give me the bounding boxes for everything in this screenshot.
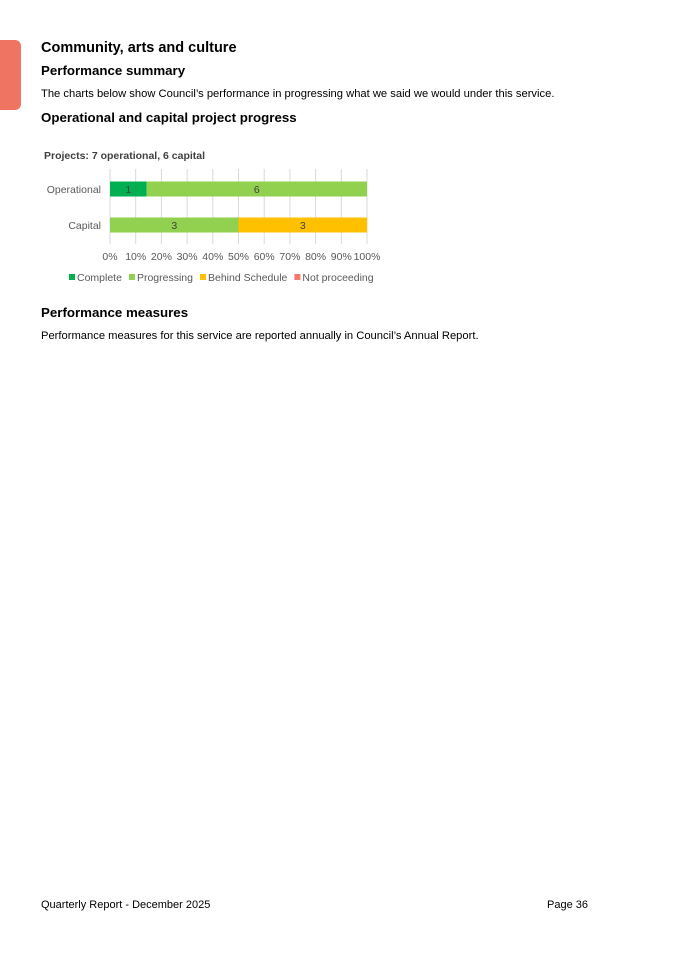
section-side-tab — [0, 40, 21, 110]
legend-label: Behind Schedule — [207, 272, 288, 284]
x-tick-label: 10% — [125, 251, 147, 263]
footer-page-number: Page 36 — [547, 899, 588, 911]
legend-label: Complete — [77, 272, 122, 284]
x-tick-label: 40% — [202, 251, 224, 263]
measures-text: Performance measures for this service are reported annually in Council’s Annual Report. — [41, 330, 479, 342]
project-progress-chart — [36, 140, 416, 292]
x-tick-label: 100% — [353, 251, 381, 263]
data-label: 3 — [171, 220, 178, 232]
summary-heading: Performance summary — [41, 63, 186, 78]
legend-swatch — [294, 274, 300, 280]
progress-heading: Operational and capital project progress — [41, 110, 297, 125]
data-label: 1 — [125, 184, 132, 196]
x-tick-label: 50% — [227, 251, 250, 263]
legend-swatch — [129, 274, 135, 280]
chart-title: Projects: 7 operational, 6 capital — [44, 150, 206, 162]
footer-report-title: Quarterly Report - December 2025 — [41, 899, 211, 911]
legend-swatch — [69, 274, 75, 280]
legend-label: Progressing — [136, 272, 193, 284]
legend-swatch — [200, 274, 206, 280]
category-label: Capital — [68, 220, 101, 232]
data-label: 6 — [253, 184, 260, 196]
category-label: Operational — [46, 184, 101, 196]
x-tick-label: 30% — [176, 251, 198, 263]
data-label: 3 — [299, 220, 306, 232]
measures-heading: Performance measures — [41, 305, 189, 320]
x-tick-label: 80% — [305, 251, 327, 263]
legend-label: Not proceeding — [302, 272, 374, 284]
summary-text: The charts below show Council’s performance in progressing what we said we would under this service. — [41, 88, 555, 100]
x-tick-label: 0% — [102, 251, 118, 263]
x-tick-label: 70% — [279, 251, 301, 263]
section-title: Community, arts and culture — [41, 40, 237, 56]
x-tick-label: 20% — [150, 251, 172, 263]
x-tick-label: 90% — [330, 251, 352, 263]
x-tick-label: 60% — [253, 251, 275, 263]
